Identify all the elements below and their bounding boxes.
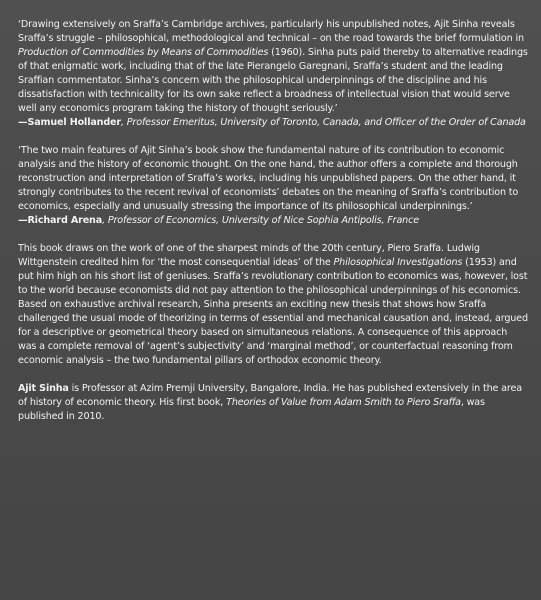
endorsement-quote-hollander	[18, 18, 528, 130]
book-title-philosophical-investigations: Philosophical Investigations	[333, 257, 463, 268]
description-text-part: This book draws on the work of one of the sharpest minds of the 20th century, Piero Sraffa. Ludwig Wittgenstein credited him for ‘the most consequential ideas’ of the	[18, 243, 480, 268]
book-title-production-of-commodities: Production of Commodities by Means of Commodities	[18, 47, 269, 58]
quote-text-part: ‘Drawing extensively on Sraffa’s Cambridge archives, particularly his unpublished notes, Ajit Sinha reveals Sraffa’s struggle – philosophical, methodological and technical – on the road towards the brief formulation in	[18, 19, 524, 44]
endorsement-quote-arena	[18, 144, 528, 228]
quote-attribution	[18, 214, 528, 228]
author-bio-text-part: is Professor at Azim Premji University, Bangalore, India. He has published extensively in the area of history of economic theory. His first book,	[18, 383, 522, 408]
quote-text	[18, 18, 528, 116]
book-description	[18, 242, 528, 368]
quote-text-part: (1960). Sinha puts paid thereby to alternative readings of that enigmatic work, including that of the late Pierangelo Garegnani, Sraffa’s student and the leading Sraffian commentator. Sinha’s concern with the philosophical underpinnings of the discipline and his dissatisfaction with technicality for its own sake reflect a broadness of intellectual vision that would serve well any economics program taking the history of thought seriously.’	[18, 47, 528, 114]
quote-text: ‘The two main features of Ajit Sinha’s book show the fundamental nature of its contribution to economic analysis and the history of economic thought. On the one hand, the author offers a complete and thorough reconstruction and interpretation of Sraffa’s works, including his unpublished papers. On the other hand, it strongly contributes to the recent revival of economists’ debates on the meaning of Sraffa’s contribution to economics, especially and unusually stressing the importance of its philosophical underpinnings.’	[18, 145, 519, 212]
endorser-name: —Samuel Hollander	[18, 117, 121, 128]
author-bio-paragraph	[18, 382, 528, 424]
author-bio-text-part: , was published in 2010.	[18, 397, 485, 422]
quote-attribution	[18, 116, 528, 130]
back-cover-text	[18, 18, 528, 438]
book-title-theories-of-value: Theories of Value from Adam Smith to Piero Sraffa	[226, 397, 461, 408]
author-bio	[18, 382, 528, 424]
author-name: Ajit Sinha	[18, 383, 69, 394]
description-text-part: (1953) and put him high on his short list of geniuses. Sraffa’s revolutionary contribution to economics was, however, lost to the world because economists did not pay attention to the philosophical underpinnings of his economics. Based on exhaustive archival research, Sinha presents an exciting new thesis that shows how Sraffa challenged the usual mode of theorizing in terms of essential and mechanical causation and, instead, argued for a descriptive or geometrical theory based on simultaneous relations. A consequence of this approach was a complete removal of ‘agent’s subjectivity’ and ‘marginal method’, or counterfactual reasoning from economic analysis – the two fundamental pillars of orthodox economic theory.	[18, 257, 528, 366]
endorser-name: —Richard Arena	[18, 215, 103, 226]
endorser-affiliation: , Professor Emeritus, University of Toronto, Canada, and Officer of the Order of Canada	[121, 117, 526, 128]
description-paragraph	[18, 242, 528, 368]
endorser-affiliation: , Professor of Economics, University of Nice Sophia Antipolis, France	[102, 215, 419, 226]
